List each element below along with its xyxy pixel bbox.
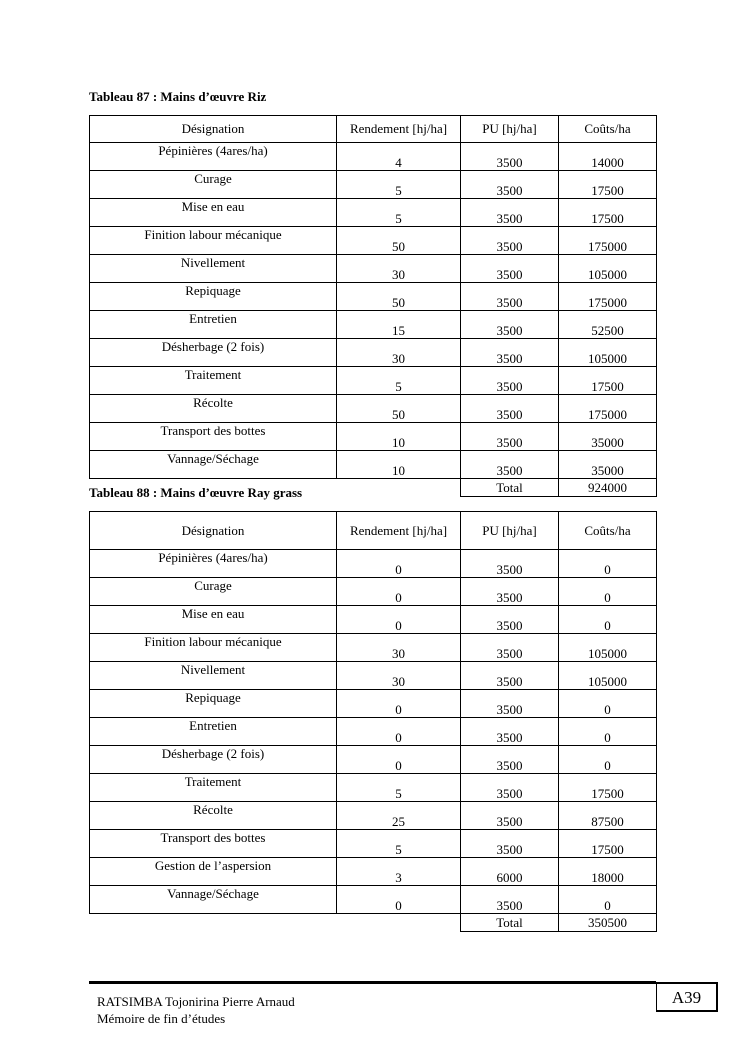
table-cell: 10 bbox=[337, 423, 461, 451]
designation-cell: Transport des bottes bbox=[90, 423, 337, 451]
table-cell: 5 bbox=[337, 367, 461, 395]
table-row bbox=[90, 662, 657, 690]
column-header: PU [hj/ha] bbox=[461, 116, 559, 143]
table-cell: 105000 bbox=[559, 634, 657, 662]
table-cell: 3500 bbox=[461, 283, 559, 311]
column-header: Désignation bbox=[90, 512, 337, 550]
table-cell: 3500 bbox=[461, 423, 559, 451]
table-cell: 0 bbox=[559, 578, 657, 606]
designation-cell: Finition labour mécanique bbox=[90, 634, 337, 662]
table-cell: 3500 bbox=[461, 774, 559, 802]
table-row bbox=[90, 339, 657, 367]
table-row bbox=[90, 395, 657, 423]
designation-cell: Désherbage (2 fois) bbox=[90, 339, 337, 367]
designation-cell: Nivellement bbox=[90, 255, 337, 283]
table-row bbox=[90, 199, 657, 227]
table-cell: 0 bbox=[559, 606, 657, 634]
table-cell: 3500 bbox=[461, 718, 559, 746]
table-cell: 15 bbox=[337, 311, 461, 339]
table-cell: 5 bbox=[337, 774, 461, 802]
table-row bbox=[90, 634, 657, 662]
designation-cell: Vannage/Séchage bbox=[90, 451, 337, 479]
table-cell: 0 bbox=[559, 550, 657, 578]
table-header-row bbox=[90, 512, 657, 550]
table-cell: 0 bbox=[337, 606, 461, 634]
designation-cell: Pépinières (4ares/ha) bbox=[90, 143, 337, 171]
page-number: A39 bbox=[656, 982, 718, 1012]
column-header: Coûts/ha bbox=[559, 116, 657, 143]
table-cell: 0 bbox=[337, 578, 461, 606]
table-cell: 3500 bbox=[461, 143, 559, 171]
table-header-row bbox=[90, 116, 657, 143]
table-cell: 0 bbox=[337, 690, 461, 718]
empty-cell bbox=[337, 914, 461, 932]
table-cell: 3500 bbox=[461, 550, 559, 578]
table-cell: 0 bbox=[559, 690, 657, 718]
table-cell: 5 bbox=[337, 199, 461, 227]
table-cell: 0 bbox=[337, 746, 461, 774]
table-cell: 50 bbox=[337, 283, 461, 311]
table-cell: 3500 bbox=[461, 199, 559, 227]
table-cell: 50 bbox=[337, 395, 461, 423]
table-row bbox=[90, 227, 657, 255]
designation-cell: Traitement bbox=[90, 367, 337, 395]
table-row bbox=[90, 283, 657, 311]
table-cell: 0 bbox=[337, 886, 461, 914]
table-cell: 3500 bbox=[461, 662, 559, 690]
table-row bbox=[90, 606, 657, 634]
table-cell: 17500 bbox=[559, 199, 657, 227]
table-row bbox=[90, 690, 657, 718]
table-87 bbox=[89, 115, 657, 497]
designation-cell: Désherbage (2 fois) bbox=[90, 746, 337, 774]
table-cell: 3500 bbox=[461, 395, 559, 423]
table-cell: 3500 bbox=[461, 367, 559, 395]
table-cell: 5 bbox=[337, 830, 461, 858]
table-cell: 4 bbox=[337, 143, 461, 171]
table-row bbox=[90, 718, 657, 746]
table-cell: 3500 bbox=[461, 311, 559, 339]
designation-cell: Traitement bbox=[90, 774, 337, 802]
table-row bbox=[90, 550, 657, 578]
table-cell: 3500 bbox=[461, 830, 559, 858]
table-cell: 52500 bbox=[559, 311, 657, 339]
table-cell: 0 bbox=[559, 886, 657, 914]
designation-cell: Curage bbox=[90, 171, 337, 199]
table-cell: 105000 bbox=[559, 339, 657, 367]
empty-cell bbox=[90, 914, 337, 932]
column-header: Rendement [hj/ha] bbox=[337, 116, 461, 143]
table-cell: 175000 bbox=[559, 395, 657, 423]
column-header: Rendement [hj/ha] bbox=[337, 512, 461, 550]
table-cell: 6000 bbox=[461, 858, 559, 886]
designation-cell: Récolte bbox=[90, 802, 337, 830]
designation-cell: Transport des bottes bbox=[90, 830, 337, 858]
table-cell: 50 bbox=[337, 227, 461, 255]
table-row bbox=[90, 451, 657, 479]
table-cell: 3500 bbox=[461, 886, 559, 914]
table-row bbox=[90, 830, 657, 858]
footer-author: RATSIMBA Tojonirina Pierre Arnaud bbox=[97, 994, 295, 1009]
table-cell: 3 bbox=[337, 858, 461, 886]
total-label: Total bbox=[461, 479, 559, 497]
total-row bbox=[90, 914, 657, 932]
total-label: Total bbox=[461, 914, 559, 932]
designation-cell: Mise en eau bbox=[90, 606, 337, 634]
column-header: Coûts/ha bbox=[559, 512, 657, 550]
table-cell: 30 bbox=[337, 662, 461, 690]
column-header: Désignation bbox=[90, 116, 337, 143]
table-cell: 87500 bbox=[559, 802, 657, 830]
total-value: 350500 bbox=[559, 914, 657, 932]
table-cell: 35000 bbox=[559, 423, 657, 451]
designation-cell: Entretien bbox=[90, 718, 337, 746]
designation-cell: Mise en eau bbox=[90, 199, 337, 227]
table-row bbox=[90, 774, 657, 802]
table-row bbox=[90, 255, 657, 283]
table-row bbox=[90, 311, 657, 339]
table-cell: 3500 bbox=[461, 634, 559, 662]
table-cell: 3500 bbox=[461, 171, 559, 199]
table-cell: 3500 bbox=[461, 802, 559, 830]
table-cell: 14000 bbox=[559, 143, 657, 171]
table-88 bbox=[89, 511, 657, 932]
table-row bbox=[90, 858, 657, 886]
designation-cell: Gestion de l’aspersion bbox=[90, 858, 337, 886]
designation-cell: Récolte bbox=[90, 395, 337, 423]
table-cell: 105000 bbox=[559, 662, 657, 690]
table-cell: 0 bbox=[337, 718, 461, 746]
table-cell: 3500 bbox=[461, 578, 559, 606]
designation-cell: Finition labour mécanique bbox=[90, 227, 337, 255]
table-cell: 5 bbox=[337, 171, 461, 199]
table-row bbox=[90, 171, 657, 199]
designation-cell: Pépinières (4ares/ha) bbox=[90, 550, 337, 578]
table-cell: 30 bbox=[337, 634, 461, 662]
table-cell: 10 bbox=[337, 451, 461, 479]
table-cell: 175000 bbox=[559, 227, 657, 255]
table-cell: 175000 bbox=[559, 283, 657, 311]
table-cell: 35000 bbox=[559, 451, 657, 479]
table-88-title: Tableau 88 : Mains d’œuvre Ray grass bbox=[89, 485, 303, 500]
table-row bbox=[90, 746, 657, 774]
table-row bbox=[90, 802, 657, 830]
table-cell: 0 bbox=[337, 550, 461, 578]
table-cell: 17500 bbox=[559, 830, 657, 858]
table-cell: 25 bbox=[337, 802, 461, 830]
designation-cell: Curage bbox=[90, 578, 337, 606]
table-row bbox=[90, 423, 657, 451]
table-cell: 17500 bbox=[559, 367, 657, 395]
table-cell: 3500 bbox=[461, 451, 559, 479]
column-header: PU [hj/ha] bbox=[461, 512, 559, 550]
designation-cell: Nivellement bbox=[90, 662, 337, 690]
designation-cell: Entretien bbox=[90, 311, 337, 339]
table-cell: 30 bbox=[337, 339, 461, 367]
table-cell: 0 bbox=[559, 746, 657, 774]
table-row bbox=[90, 143, 657, 171]
table-cell: 3500 bbox=[461, 227, 559, 255]
table-cell: 30 bbox=[337, 255, 461, 283]
table-cell: 3500 bbox=[461, 606, 559, 634]
designation-cell: Repiquage bbox=[90, 690, 337, 718]
table-row bbox=[90, 367, 657, 395]
empty-cell bbox=[337, 479, 461, 497]
footer-subtitle: Mémoire de fin d’études bbox=[97, 1011, 226, 1026]
table-cell: 3500 bbox=[461, 746, 559, 774]
table-cell: 3500 bbox=[461, 255, 559, 283]
footer-rule bbox=[89, 981, 656, 984]
table-row bbox=[90, 578, 657, 606]
table-cell: 3500 bbox=[461, 690, 559, 718]
designation-cell: Vannage/Séchage bbox=[90, 886, 337, 914]
table-cell: 105000 bbox=[559, 255, 657, 283]
table-row bbox=[90, 886, 657, 914]
table-cell: 0 bbox=[559, 718, 657, 746]
total-value: 924000 bbox=[559, 479, 657, 497]
designation-cell: Repiquage bbox=[90, 283, 337, 311]
table-87-title: Tableau 87 : Mains d’œuvre Riz bbox=[89, 89, 267, 104]
table-cell: 18000 bbox=[559, 858, 657, 886]
table-cell: 17500 bbox=[559, 774, 657, 802]
table-cell: 17500 bbox=[559, 171, 657, 199]
table-cell: 3500 bbox=[461, 339, 559, 367]
